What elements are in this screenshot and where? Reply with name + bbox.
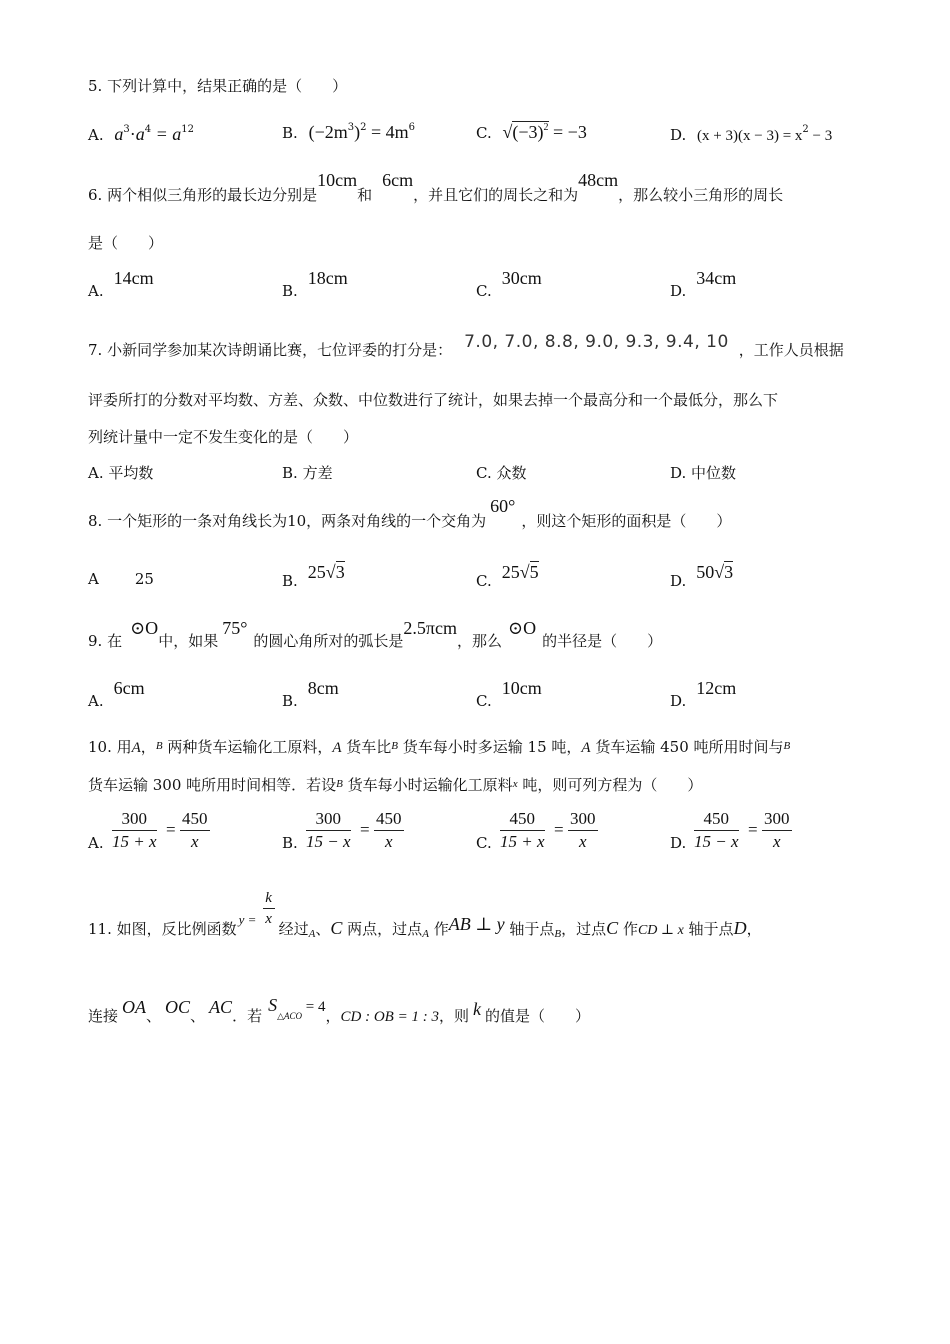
sqrt-icon: √	[714, 562, 725, 582]
q7-stem-line2: 评委所打的分数对平均数、方差、众数、中位数进行了统计，如果去掉一个最高分和一个最低分，那么下	[88, 391, 779, 409]
q10-b-d1: 15 − x	[306, 832, 351, 851]
q11-part8: 作	[618, 920, 638, 938]
q10-b-label: B.	[282, 834, 298, 852]
q11-ratio: CD : OB = 1 : 3	[340, 1009, 439, 1025]
q7-part2: ，工作人员根据	[738, 341, 844, 359]
q5-b-rhs: = 4m	[366, 122, 409, 142]
q6-d-value: 34cm	[696, 268, 737, 288]
q11-line2d: 的值是（ ）	[484, 1007, 590, 1025]
q7-scores: 7.0, 7.0, 8.8, 9.0, 9.3, 9.4, 10	[464, 332, 729, 352]
q5-d-rhs: − 3	[808, 128, 833, 144]
q11-A2: A	[422, 928, 429, 940]
q10-a-eq: =	[166, 820, 176, 839]
q10-c-label: C.	[476, 834, 492, 852]
q11-OA: OA	[122, 997, 147, 1017]
q11-k: k	[263, 888, 275, 909]
q9-b-label: B.	[282, 692, 298, 710]
q10-d-d2: x	[772, 832, 781, 851]
q9-option-b	[282, 678, 339, 711]
q6-option-b	[282, 268, 348, 301]
q10-stem-line1	[88, 737, 790, 759]
q5-a-exp3: 12	[181, 124, 195, 135]
q11-A: A	[308, 928, 316, 940]
q10-a-label: A.	[88, 834, 104, 852]
q7-b-value: 方差	[302, 464, 333, 482]
q5-d-expr: (x + 3)(x − 3) = x	[697, 128, 803, 144]
q5-c-root: (−3)	[512, 122, 544, 142]
q10-b-n2: 450	[374, 808, 404, 831]
q11-part7: ，过点	[561, 920, 607, 938]
q7-option-d	[670, 462, 736, 483]
q11-line2c: ，则	[438, 1007, 469, 1025]
q11-kk: k	[472, 999, 481, 1019]
q7-c-label: C.	[476, 464, 492, 482]
q9-d-value: 12cm	[696, 678, 737, 698]
q5-a-label: A.	[88, 126, 104, 144]
q5-a-rhs: = a	[151, 124, 182, 144]
q5-c-exp: 2	[543, 122, 549, 133]
q10-line1d: 货车每小时多运输 15 吨，	[398, 738, 582, 756]
q11-y: y =	[238, 912, 257, 927]
q6-v3: 48cm	[578, 170, 619, 190]
q10-d-frac1	[694, 808, 739, 853]
q6-a-label: A.	[88, 282, 104, 300]
q8-option-c	[476, 562, 539, 591]
q10-line2a: 货车运输 300 吨所用时间相等．若设	[88, 776, 337, 794]
q6-d-label: D.	[670, 282, 687, 300]
q8-part2: ，则这个矩形的面积是（ ）	[521, 512, 732, 530]
q10-B2: B	[391, 740, 399, 752]
q6-stem-line2: 是（ ）	[88, 234, 164, 252]
q10-c-frac2	[568, 808, 598, 853]
q10-c-frac1	[500, 808, 545, 853]
q11-part1: 11. 如图，反比例函数	[88, 920, 237, 938]
q6-c-label: C.	[476, 282, 492, 300]
q10-B3: B	[783, 740, 791, 752]
q5-option-a	[88, 124, 194, 145]
q5-a-exp1: 3	[123, 124, 130, 135]
q8-a-value: 25	[134, 570, 154, 588]
q9-arc: 2.5πcm	[403, 618, 457, 638]
q10-b-frac1	[306, 808, 351, 853]
q8-option-b	[282, 562, 345, 591]
q8-part1: 8. 一个矩形的一条对角线长为10，两条对角线的一个交角为	[88, 512, 487, 530]
q9-part5: 的半径是（ ）	[542, 632, 663, 650]
q5-a-base2: a	[135, 124, 145, 144]
q11-part5: 作	[428, 920, 449, 938]
q10-A3: A	[581, 740, 591, 756]
q6-part2: 和	[357, 186, 373, 204]
q10-d-n2: 300	[762, 808, 792, 831]
q5-b-mid: )	[354, 122, 361, 142]
q8-stem	[88, 496, 732, 531]
sqrt-icon: √	[325, 562, 336, 582]
q10-line2b: 货车每小时运输化工原料	[342, 776, 513, 794]
q10-line1a: 10. 用	[88, 738, 132, 756]
q10-sep: ，	[140, 738, 156, 756]
q7-option-c	[476, 462, 527, 483]
q11-cd: CD ⊥ x	[637, 923, 684, 938]
q6-c-value: 30cm	[501, 268, 542, 288]
q6-stem-line1	[88, 170, 784, 205]
q9-part3: 的圆心角所对的弧长是	[253, 632, 404, 650]
q7-a-value: 平均数	[108, 464, 154, 482]
q8-b-label: B.	[282, 572, 298, 590]
q10-line2c: 吨，则可列方程为（ ）	[517, 776, 703, 794]
q5-c-label: C.	[476, 124, 492, 142]
q11-part9: 轴于点	[683, 920, 734, 938]
q6-b-label: B.	[282, 282, 298, 300]
q11-sub: △ACO	[277, 1011, 303, 1021]
q10-b-frac2	[374, 808, 404, 853]
q5-b-exp1: 3	[347, 122, 355, 133]
q9-c-label: C.	[476, 692, 492, 710]
q5-b-exp3: 6	[408, 122, 416, 133]
q8-c-radicand: 5	[529, 562, 539, 582]
q8-b-radicand: 3	[335, 562, 345, 582]
q5-b-exp2: 2	[360, 122, 367, 133]
q6-a-value: 14cm	[113, 268, 154, 288]
q10-line1b: 两种货车运输化工原料，	[162, 738, 333, 756]
q11-line2b: ．若	[232, 1007, 263, 1025]
q5-d-label: D.	[670, 126, 687, 144]
q6-part3: ，并且它们的周长之和为	[413, 186, 579, 204]
q10-A: A	[131, 740, 141, 756]
q5-c-radicand	[512, 121, 548, 142]
q11-ab: AB ⊥ y	[448, 914, 505, 934]
q5-option-b	[282, 122, 415, 143]
q8-c-coef: 25	[501, 562, 520, 582]
q9-stem	[88, 618, 663, 651]
q11-C: C	[330, 918, 343, 938]
q7-d-label: D.	[670, 464, 687, 482]
q10-c-n1: 450	[500, 808, 545, 831]
q10-d-d1: 15 − x	[694, 832, 739, 851]
q9-option-d	[670, 678, 737, 711]
q11-part4: 两点，过点	[342, 920, 423, 938]
q7-stem-line3: 列统计量中一定不发生变化的是（ ）	[88, 428, 359, 446]
q10-c-eq: =	[554, 820, 564, 839]
q11-S: S	[268, 995, 278, 1015]
q10-c-d1: 15 + x	[500, 832, 545, 851]
q6-v1: 10cm	[317, 170, 358, 190]
q7-option-a	[88, 462, 153, 483]
q10-a-n1: 300	[112, 808, 157, 831]
q10-a-frac2	[180, 808, 210, 853]
q11-C2: C	[606, 918, 619, 938]
q5-option-d	[670, 124, 832, 145]
sqrt-icon: √	[502, 122, 513, 142]
q6-b-value: 18cm	[307, 268, 348, 288]
q5-d-exp: 2	[802, 124, 809, 135]
q9-part2: 中，如果	[158, 632, 219, 650]
q8-d-coef: 50	[696, 562, 715, 582]
q10-B4: B	[336, 778, 343, 790]
q5-a-base: a	[114, 124, 124, 144]
q10-a-n2: 450	[180, 808, 210, 831]
q9-a-value: 6cm	[113, 678, 145, 698]
q10-line1c: 货车比	[341, 738, 392, 756]
q11-xden: x	[265, 911, 272, 927]
q10-b-eq: =	[360, 820, 370, 839]
q11-stem-line2	[88, 995, 590, 1028]
sqrt-icon: √	[519, 562, 530, 582]
q6-option-d	[670, 268, 737, 301]
q6-option-c	[476, 268, 542, 301]
q10-d-eq: =	[748, 820, 758, 839]
q5-stem: 5. 下列计算中，结果正确的是（ ）	[88, 77, 348, 95]
q10-c-d2: x	[578, 832, 587, 851]
q10-b-d2: x	[384, 832, 393, 851]
q10-B: B	[155, 740, 163, 752]
q8-c-label: C.	[476, 572, 492, 590]
q5-b-label: B.	[282, 124, 298, 142]
q11-function	[237, 890, 279, 938]
q7-b-label: B.	[282, 464, 298, 482]
q8-b-coef: 25	[307, 562, 326, 582]
q11-OC: OC	[165, 997, 191, 1017]
q9-circle: ⊙O	[130, 618, 159, 638]
q9-part4: ，那么	[457, 632, 503, 650]
q10-line1e: 货车运输 450 吨所用时间与	[590, 738, 784, 756]
q10-d-frac2	[762, 808, 792, 853]
q10-c-n2: 300	[568, 808, 598, 831]
q10-x: x	[512, 778, 518, 790]
q7-part1: 7. 小新同学参加某次诗朗诵比赛，七位评委的打分是：	[88, 341, 453, 359]
q8-option-d	[670, 562, 734, 591]
q10-d-n1: 450	[694, 808, 739, 831]
q9-part1: 9. 在	[88, 632, 123, 650]
q11-part2: 经过	[278, 920, 309, 938]
q11-part3: 、	[315, 920, 331, 938]
q8-angle: 60°	[490, 496, 516, 516]
q9-angle: 75°	[222, 618, 248, 638]
q10-A2: A	[332, 740, 342, 756]
q10-stem-line2	[88, 775, 702, 797]
q11-s-rhs: = 4	[302, 999, 326, 1015]
q6-option-a	[88, 268, 154, 301]
q11-AC: AC	[209, 997, 233, 1017]
q11-dun2: 、	[190, 1007, 206, 1025]
q9-option-a	[88, 678, 145, 711]
q5-a-exp2: 4	[144, 124, 152, 135]
q9-d-label: D.	[670, 692, 687, 710]
q11-B: B	[554, 928, 562, 940]
q10-b-n1: 300	[306, 808, 351, 831]
q7-a-label: A.	[88, 464, 104, 482]
q9-option-c	[476, 678, 542, 711]
q11-line2a: 连接	[88, 1007, 119, 1025]
q7-stem-line1	[88, 332, 844, 360]
q8-a-label: A	[88, 570, 99, 588]
q9-c-value: 10cm	[501, 678, 542, 698]
q11-part6: 轴于点	[504, 920, 555, 938]
q9-a-label: A.	[88, 692, 104, 710]
q6-part4: ，那么较小三角形的周长	[618, 186, 784, 204]
q6-part1: 6. 两个相似三角形的最长边分别是	[88, 186, 318, 204]
q10-a-frac1	[112, 808, 157, 853]
q9-b-value: 8cm	[307, 678, 339, 698]
q8-option-a	[88, 570, 154, 588]
q10-a-d2: x	[190, 832, 199, 851]
q5-c-rhs: = −3	[548, 122, 587, 142]
q7-d-value: 中位数	[691, 464, 737, 482]
q9-circle2: ⊙O	[508, 618, 537, 638]
q11-part10: ，	[746, 920, 762, 938]
q8-d-radicand: 3	[724, 562, 734, 582]
q5-b-expr: (−2m	[308, 122, 348, 142]
q10-d-label: D.	[670, 834, 687, 852]
q5-a-dot: ·	[129, 124, 136, 144]
q10-a-d1: 15 + x	[112, 832, 157, 851]
q5-option-c	[476, 122, 587, 143]
q6-v2: 6cm	[382, 170, 414, 190]
q7-option-b	[282, 462, 333, 483]
q11-frac	[263, 888, 275, 929]
q7-c-value: 众数	[496, 464, 527, 482]
q11-dun1: 、	[146, 1007, 162, 1025]
q11-comma: ，	[325, 1007, 341, 1025]
q11-D: D	[733, 918, 747, 938]
q8-d-label: D.	[670, 572, 687, 590]
q11-stem-line1	[88, 890, 762, 941]
